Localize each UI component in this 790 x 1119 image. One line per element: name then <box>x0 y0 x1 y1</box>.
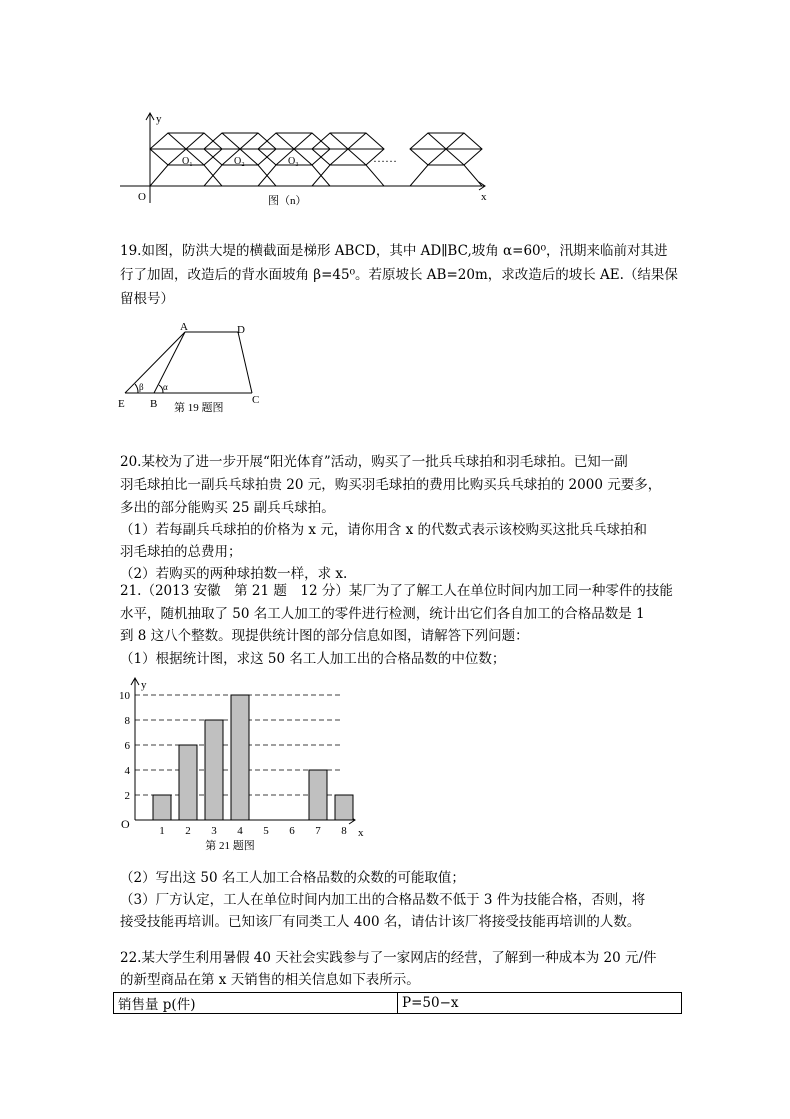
q20-line-3: 多出的部分能购买 25 副兵乓球拍。 <box>120 500 335 516</box>
bar-chart <box>110 675 380 855</box>
y-tick-label: 10 <box>119 690 130 702</box>
q19-line-1: 19.如图，防洪大堤的横截面是梯形 ABCD，其中 AD∥BC,坡角 α=60⁰，汛期来临前对其进 <box>120 243 668 259</box>
bar-4 <box>231 695 249 820</box>
q20-line-1: 20.某校为了进一步开展“阳光体育”活动，购买了一批兵乓球拍和羽毛球拍。已知一副 <box>120 454 628 470</box>
ellipsis: …… <box>373 151 397 165</box>
q19-line-2: 行了加固，改造后的背水面坡角 β=45⁰。若原坡长 AB=20m，求改造后的坡长 AE.（结果保 <box>120 267 678 283</box>
bar-2 <box>179 745 197 820</box>
q21-line-3: 到 8 这八个整数。现提供统计图的部分信息如图，请解答下列问题： <box>120 628 529 644</box>
x-tick-label: 1 <box>159 825 165 837</box>
x-tick-label: 7 <box>315 825 321 837</box>
table-cell-label: 销售量 p(件) <box>114 993 398 1014</box>
origin-label: O <box>138 191 146 203</box>
x-tick-label: 3 <box>211 825 217 837</box>
sales-table <box>113 992 682 1014</box>
q19-line-3: 留根号） <box>120 291 174 307</box>
q22-line-2: 的新型商品在第 x 天销售的相关信息如下表所示。 <box>120 972 420 988</box>
origin-label: O <box>121 817 130 831</box>
o1-label: O₁ <box>182 156 193 167</box>
q21-line-1: 21.（2013 安徽 第 21 题 12 分）某厂为了了解工人在单位时间内加工同一种零件的技能 <box>120 583 673 599</box>
figure-19-caption: 第 19 题图 <box>174 402 224 414</box>
q20-line-6: （2）若购买的两种球拍数一样，求 x. <box>120 566 348 582</box>
figure-caption: 图（n） <box>268 195 307 207</box>
x-axis-label: x <box>481 191 487 203</box>
point-c: C <box>252 394 260 406</box>
q22-line-1: 22.某大学生利用暑假 40 天社会实践参与了一家网店的经营，了解到一种成本为 20 元/件 <box>120 950 657 966</box>
y-tick-label: 6 <box>124 740 130 752</box>
o2-label: O₂ <box>234 156 245 167</box>
table-row <box>114 993 682 1014</box>
chart-title: 第 21 题图 <box>205 840 255 852</box>
point-b: B <box>150 398 158 410</box>
y-tick-label: 4 <box>124 765 130 777</box>
bar-1 <box>153 795 171 820</box>
q21-after-line-2: （3）厂方认定，工人在单位时间内加工出的合格品数不低于 3 件为技能合格，否则，将 <box>120 892 646 908</box>
x-tick-label: 5 <box>263 825 269 837</box>
x-tick-label: 6 <box>289 825 295 837</box>
point-a: A <box>180 321 188 333</box>
q20-line-4: （1）若每副兵乓球拍的价格为 x 元，请你用含 x 的代数式表示该校购买这批兵乓球拍和 <box>120 522 647 538</box>
x-tick-label: 2 <box>185 825 191 837</box>
point-e: E <box>118 398 125 410</box>
x-tick-label: 8 <box>341 825 347 837</box>
bar-8 <box>335 795 353 820</box>
q20-line-5: 羽毛球拍的总费用； <box>120 544 242 560</box>
table-cell-formula: P=50−x <box>398 993 682 1014</box>
q21-line-4: （1）根据统计图，求这 50 名工人加工出的合格品数的中位数； <box>120 651 506 667</box>
angle-alpha: α <box>163 382 168 392</box>
angle-beta: β <box>139 382 144 392</box>
y-axis-label: y <box>141 679 147 691</box>
x-tick-label: 4 <box>237 825 243 837</box>
hexagon-figure <box>110 108 500 208</box>
q21-after-line-1: （2）写出这 50 名工人加工合格品数的众数的可能取值； <box>120 870 465 886</box>
q20-line-2: 羽毛球拍比一副兵乓球拍贵 20 元，购买羽毛球拍的费用比购买兵乓球拍的 2000 元要多， <box>120 477 662 493</box>
y-tick-label: 8 <box>124 715 130 727</box>
y-axis-label: y <box>156 113 162 125</box>
q21-after-line-3: 接受技能再培训。已知该厂有同类工人 400 名，请估计该厂将接受技能再培训的人数。 <box>120 914 641 930</box>
bar-3 <box>205 720 223 820</box>
q21-line-2: 水平，随机抽取了 50 名工人加工的零件进行检测，统计出它们各自加工的合格品数是 1 <box>120 606 645 622</box>
x-axis-label: x <box>358 827 364 839</box>
y-tick-label: 2 <box>124 790 130 802</box>
point-d: D <box>237 324 245 336</box>
o3-label: O₃ <box>288 156 299 167</box>
bar-7 <box>309 770 327 820</box>
trapezoid-figure <box>110 318 280 418</box>
